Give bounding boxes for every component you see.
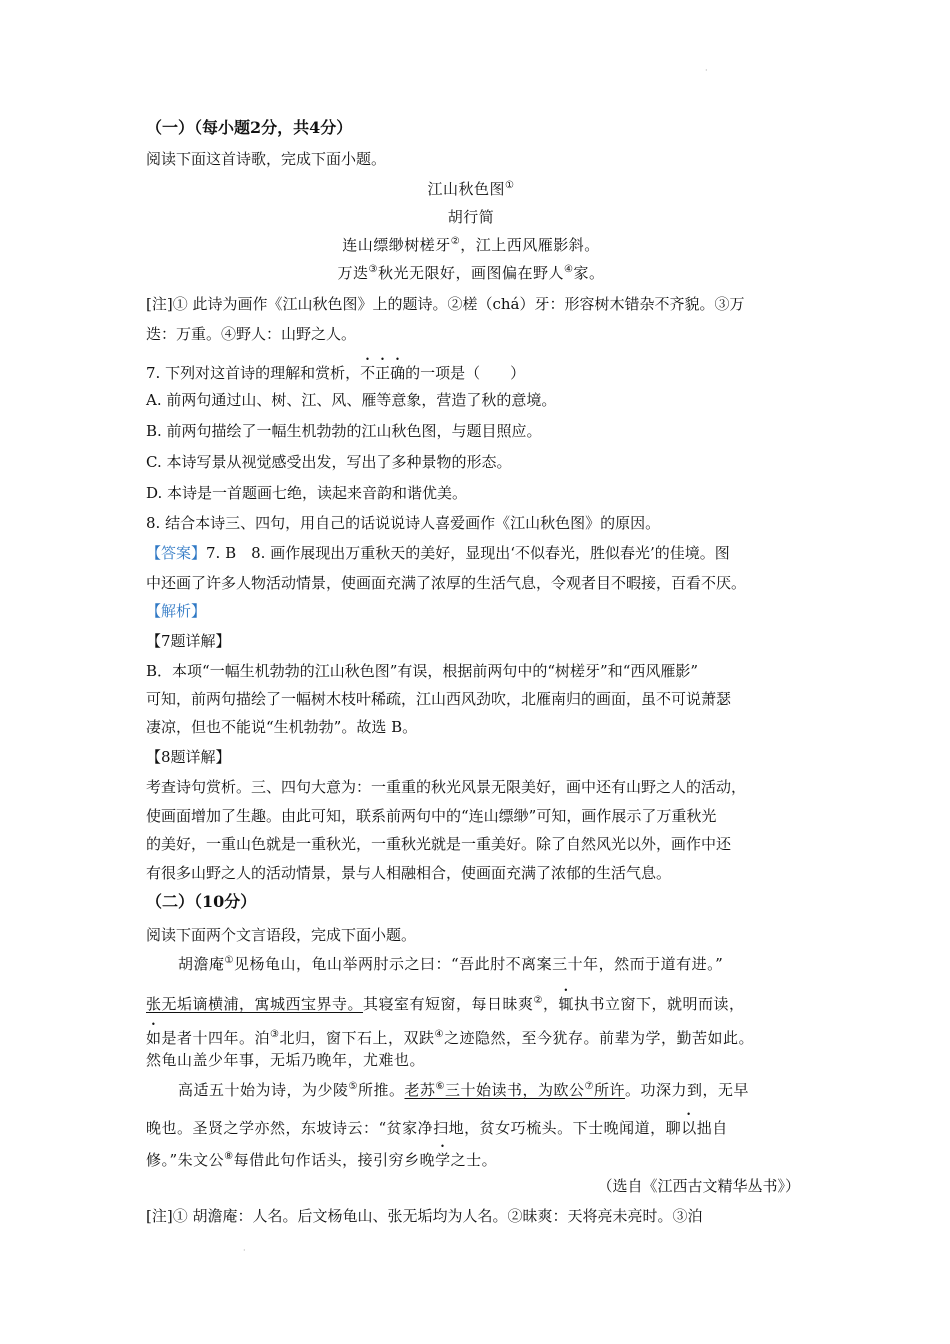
section1-instruction: 阅读下面这首诗歌，完成下面小题。 — [146, 150, 387, 168]
q8-detail-3: 的美好，一重山色就是一重秋光，一重秋光就是一重美好。除了自然风光以外，画作中还 — [146, 835, 732, 853]
section2-instruction: 阅读下面两个文言语段，完成下面小题。 — [146, 926, 417, 944]
emphasis-zhe: 辄 — [558, 995, 575, 1013]
emphasis-yi: 以 — [681, 1119, 697, 1137]
q8-detail-1: 考查诗句赏析。三、四句大意为：一重重的秋光风景无限美好，画中还有山野之人的活动， — [146, 778, 747, 796]
answer-label: 【答案】 — [146, 544, 207, 562]
emphasis-ru: 如 — [146, 1029, 162, 1047]
emphasis-not-correct: 不正确 — [360, 364, 406, 382]
poem-note-2: 迭：万重。④野人：山野之人。 — [146, 325, 357, 343]
analysis-label: 【解析】 — [146, 602, 207, 620]
corner-dot: · — [705, 66, 708, 75]
underlined-sentence-1: 张无垢谪横浦，寓城西宝界寺。 — [146, 995, 364, 1013]
poem-line-1: 连山缥缈树槎牙②，江上西风雁影斜。 — [342, 236, 600, 254]
poem-title: 江山秋色图① — [427, 180, 515, 198]
passage1-line-2: 张无垢谪横浦，寓城西宝界寺。其寝室有短窗，每日昧爽②，辄执书立窗下，就明而读， — [146, 995, 745, 1013]
q8-detail-2: 使画面增加了生趣。由此可知，联系前两句中的“连山缥缈”可知，画作展示了万重秋光 — [146, 807, 717, 825]
q7-detail-2: 可知，前两句描绘了一幅树木枝叶稀疏，江山西风劲吹，北雁南归的画面，虽不可说萧瑟 — [146, 690, 732, 708]
q8-detail-label: 【8题详解】 — [146, 748, 231, 766]
question-8: 8. 结合本诗三、四句，用自己的话说说诗人喜爱画作《江山秋色图》的原因。 — [146, 514, 661, 532]
passage2-line-2: 晚也。圣贤之学亦然，东坡诗云：“贫家净扫地，贫女巧梳头。下士晚闻道，聊以拙自 — [146, 1119, 728, 1137]
passage1-line-3: 如是者十四年。泊③北归，窗下石上，双趺④之迹隐然，至今犹存。前辈为学，勤苦如此。 — [146, 1029, 754, 1047]
answer-line-2: 中还画了许多人物活动情景，使画面充满了浓厚的生活气息，令观者目不暇接，百看不厌。 — [146, 574, 747, 592]
question-7: 7. 下列对这首诗的理解和赏析，不正确的一项是（ ） — [146, 364, 526, 382]
section1-heading: （一）（每小题2分，共4分） — [146, 118, 353, 137]
passage2-line-3: 修。”朱文公⑧每借此句作话头，接引穷乡晚学之士。 — [146, 1151, 498, 1169]
passage-source: （选自《江西古文精华丛书》） — [597, 1177, 800, 1195]
section2-heading: （二）（10分） — [146, 892, 257, 911]
passage-note: [注]① 胡澹庵：人名。后文杨龟山、张无垢均为人名。②昧爽：天将亮未亮时。③泊 — [146, 1207, 703, 1225]
poem-line-2: 万迭③秋光无限好，画图偏在野人④家。 — [337, 264, 605, 282]
underlined-sentence-2: 老苏⑥三十始读书，为欧公⑦所许 — [404, 1081, 625, 1099]
option-a: A. 前两句通过山、树、江、风、雁等意象，营造了秋的意境。 — [146, 391, 557, 409]
passage1-line-4: 然龟山盖少年事，无垢乃晚年，尤难也。 — [146, 1051, 426, 1069]
option-d: D. 本诗是一首题画七绝，读起来音韵和谐优美。 — [146, 484, 468, 502]
option-b: B. 前两句描绘了一幅生机勃勃的江山秋色图，与题目照应。 — [146, 422, 542, 440]
poem-author: 胡行简 — [447, 208, 495, 226]
footer-dot: · — [243, 1246, 246, 1255]
passage2-line-1: 高适五十始为诗，为少陵⑤所推。老苏⑥三十始读书，为欧公⑦所许。功深力到，无早 — [178, 1081, 749, 1099]
answer-line-1: 【答案】7. B 8. 画作展现出万重秋天的美好，显现出‘不似春光，胜似春光’的佳境。图 — [146, 544, 730, 562]
emphasis-xue: 学 — [435, 1151, 451, 1169]
poem-note-1: [注]① 此诗为画作《江山秋色图》上的题诗。②槎（chá）牙：形容树木错杂不齐貌。③万 — [146, 295, 745, 313]
q8-detail-4: 有很多山野之人的活动情景，景与人相融相合，使画面充满了浓郁的生活气息。 — [146, 864, 672, 882]
q7-detail-1: B．本项“一幅生机勃勃的江山秋色图”有误，根据前两句中的“树槎牙”和“西风雁影” — [146, 662, 699, 680]
q7-detail-3: 凄凉，但也不能说“生机勃勃”。故选 B。 — [146, 718, 418, 736]
passage1-line-1: 胡澹庵①见杨龟山，龟山举两肘示之曰：“吾此肘不离案三十年，然而于道有进。” — [178, 955, 724, 973]
option-c: C. 本诗写景从视觉感受出发，写出了多种景物的形态。 — [146, 453, 512, 471]
q7-detail-label: 【7题详解】 — [146, 632, 231, 650]
